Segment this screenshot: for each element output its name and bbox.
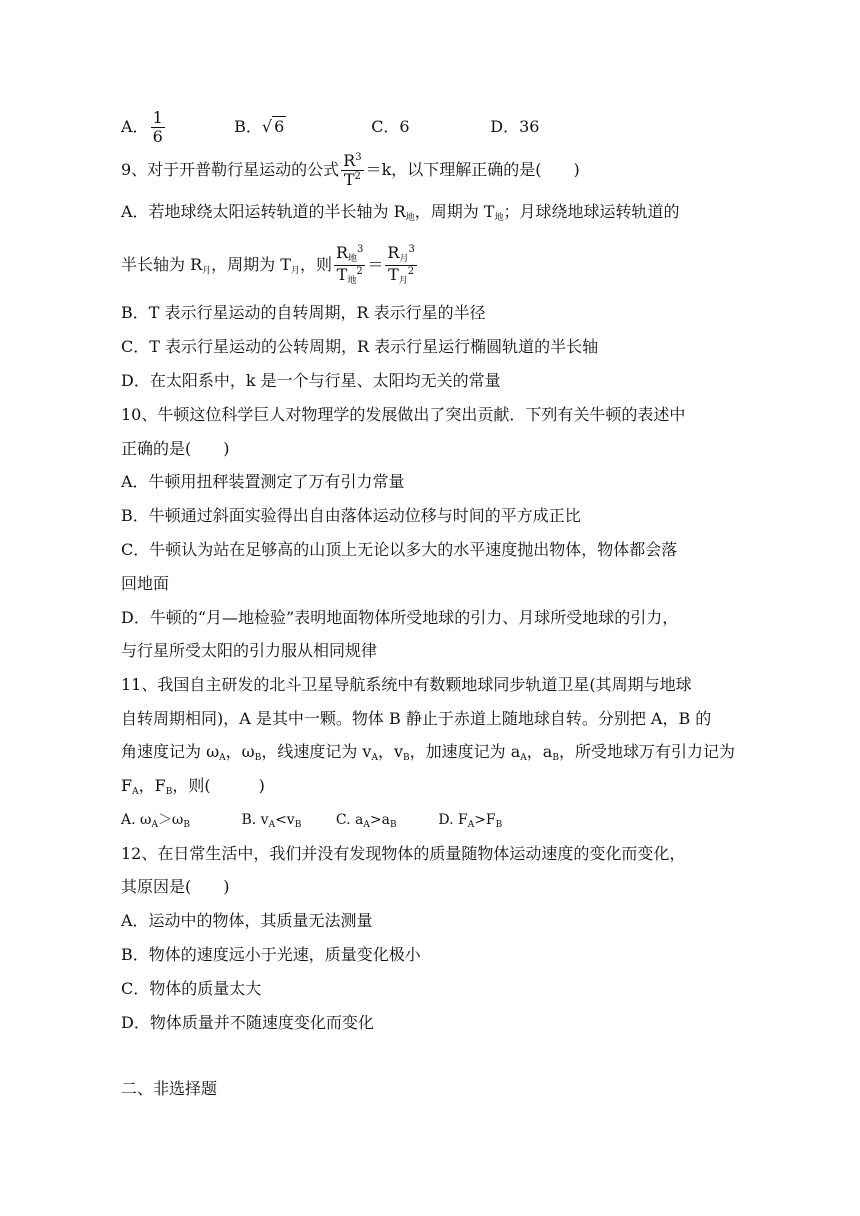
q11-l4-sub-2: B — [165, 787, 173, 797]
q11-l3-sub-5: A — [520, 753, 527, 763]
q9-moon-t-exp: 2 — [407, 266, 415, 277]
q8-option-b-sqrt — [262, 102, 286, 152]
q8-option-a-label: A． — [121, 117, 149, 136]
q11-l4-sub-1: A — [132, 787, 139, 797]
q9-option-d: D．在太阳系中，k 是一个与行星、太阳均无关的常量 — [121, 371, 501, 390]
q11-l4-a: F — [121, 776, 133, 795]
q11-option-b: B. $v_A<v_B$ — [241, 812, 302, 830]
q11-l4-b: ，F — [138, 776, 166, 795]
q10-option-d-line2: 与行星所受太阳的引力服从相同规律 — [121, 641, 378, 660]
q9-a2-sub-1: 月 — [202, 266, 212, 276]
q9-a1-sub-1: 地 — [405, 213, 415, 223]
q9-a1-text-b: ，周期为 T — [414, 202, 495, 221]
q9-a1-sub-2: 地 — [494, 213, 504, 223]
q11-d-sub-1: A — [467, 820, 475, 830]
q11-l3-sub-6: B — [552, 753, 559, 763]
q12-option-d: D．物体质量并不随速度变化而变化 — [121, 1013, 374, 1032]
q12-option-c: C．物体的质量太大 — [121, 979, 262, 998]
q9-moon-fraction — [385, 244, 416, 287]
sqrt-icon: √ — [261, 117, 273, 136]
q9-option-a-line1 — [121, 201, 680, 229]
q9-stem-pre: 9、对于开普勒行星运动的公式 — [121, 160, 340, 179]
q9-earth-fraction — [334, 244, 365, 287]
q11-stem-line1: 11、我国自主研发的北斗卫星导航系统中有数颗地球同步轨道卫星(其周期与地球 — [121, 675, 692, 694]
q9-option-b: B．T 表示行星运动的自转周期，R 表示行星的半径 — [121, 303, 486, 322]
q11-c-sub-1: A — [363, 820, 370, 830]
q8-a-numerator: 1 — [152, 108, 163, 128]
q9-equals: ＝ — [367, 255, 384, 274]
q10-option-b: B．牛顿通过斜面实验得出自由落体运动位移与时间的平方成正比 — [121, 506, 581, 525]
q8-option-a-fraction — [151, 109, 165, 145]
q11-l3-g: ，所受地球万有引力记为 — [558, 742, 735, 761]
q9-moon-t-sub: 月 — [398, 276, 408, 286]
q9-moon-t: T — [388, 265, 399, 284]
q11-d-sub-2: B — [495, 820, 503, 830]
q9-f-den-base: T — [343, 170, 355, 189]
q11-stem-line4 — [121, 775, 265, 803]
q8-option-c: C．6 — [371, 117, 410, 136]
q9-earth-r: R — [335, 243, 348, 263]
q9-moon-r: R — [387, 243, 400, 263]
section-heading: 二、非选择题 — [121, 1079, 218, 1098]
q9-moon-r-sub: 月 — [399, 254, 409, 265]
q9-stem-post: ＝k，以下理解正确的是( ) — [365, 160, 580, 179]
q11-l3-sub-1: A — [219, 753, 226, 763]
q8-option-b — [234, 102, 366, 152]
q9-a1-text-a: A．若地球绕太阳运转轨道的半长轴为 R — [121, 202, 406, 221]
q11-l3-a: 角速度记为 ω — [121, 742, 220, 761]
q9-earth-t: T — [336, 265, 348, 284]
q11-c-sub-2: B — [389, 820, 397, 830]
q11-option-a: A. $\omega_A>\omega_B$ — [121, 812, 190, 830]
q9-earth-t-exp: 2 — [356, 266, 363, 277]
q10-stem-line2: 正确的是( ) — [121, 439, 230, 458]
q10-option-d-line1: D．牛顿的“月—地检验”表明地面物体所受地球的引力、月球所受地球的引力， — [121, 608, 679, 627]
q12-stem-line2: 其原因是( ) — [121, 877, 230, 896]
q9-stem — [121, 148, 580, 192]
q11-l3-e: ，加速度记为 a — [409, 742, 521, 761]
q8-a-denominator: 6 — [152, 127, 163, 146]
q9-option-c: C．T 表示行星运动的公转周期，R 表示行星运行椭圆轨道的半长轴 — [121, 337, 599, 356]
q11-l3-sub-4: B — [403, 753, 410, 763]
q9-a2-sub-2: 月 — [290, 266, 300, 276]
q9-earth-t-sub: 地 — [347, 276, 357, 286]
q9-earth-r-exp: 3 — [357, 244, 364, 256]
q11-stem-line3 — [121, 741, 735, 769]
q11-b-sub-1: A — [268, 820, 276, 830]
q9-kepler-fraction — [341, 152, 363, 188]
q12-option-a: A．运动中的物体，其质量无法测量 — [121, 911, 373, 930]
q11-l3-d: ，v — [377, 742, 404, 761]
q11-l3-sub-3: A — [371, 753, 378, 763]
q8-option-d: D．36 — [490, 117, 540, 136]
q11-a-sub-2: B — [183, 820, 190, 830]
q10-option-a: A．牛顿用扭秤装置测定了万有引力常量 — [121, 472, 405, 491]
q8-option-b-radicand: 6 — [274, 117, 285, 136]
q8-options — [121, 102, 539, 152]
q11-l3-c: ，线速度记为 v — [261, 742, 372, 761]
q10-option-c-line1: C．牛顿认为站在足够高的山顶上无论以多大的水平速度抛出物体，物体都会落 — [121, 540, 678, 559]
q9-f-den-exp: 2 — [354, 171, 361, 182]
q8-option-a — [121, 102, 229, 152]
q11-a-sub-1: A — [151, 820, 158, 830]
q10-option-c-line2: 回地面 — [121, 574, 170, 593]
q9-moon-r-exp: 3 — [408, 244, 415, 256]
q11-l4-c: ，则( ) — [172, 776, 265, 795]
q12-option-b: B．物体的速度远小于光速，质量变化极小 — [121, 945, 421, 964]
q12-stem-line1: 12、在日常生活中，我们并没有发现物体的质量随物体运动速度的变化而变化， — [121, 844, 686, 863]
q11-l3-sub-2: B — [254, 753, 262, 763]
q8-option-b-label: B． — [234, 117, 262, 136]
q9-earth-r-sub: 地 — [348, 254, 358, 265]
q9-f-num-exp: 3 — [355, 152, 362, 164]
q11-l3-b: ，ω — [225, 742, 255, 761]
q11-option-c: C. $a_A>a_B$ — [335, 812, 397, 830]
q9-a1-text-c: ；月球绕地球运转轨道的 — [503, 202, 680, 221]
q11-option-d: D. $F_A>F_B$ — [438, 812, 503, 830]
q11-l3-f: ，a — [526, 742, 553, 761]
q9-a2-text-c: ，则 — [299, 255, 332, 274]
q11-stem-line2: 自转周期相同)，A 是其中一颗。物体 B 静止于赤道上随地球自转。分别把 A，B 的 — [121, 709, 712, 728]
q9-option-a-line2 — [121, 240, 419, 290]
q11-options — [121, 809, 502, 836]
q9-f-num-base: R — [343, 151, 356, 171]
q9-a2-text-a: 半长轴为 R — [121, 255, 203, 274]
q9-a2-text-b: ，周期为 T — [211, 255, 291, 274]
q10-stem-line1: 10、牛顿这位科学巨人对物理学的发展做出了突出贡献．下列有关牛顿的表述中 — [121, 405, 686, 424]
q11-b-sub-2: B — [294, 820, 302, 830]
